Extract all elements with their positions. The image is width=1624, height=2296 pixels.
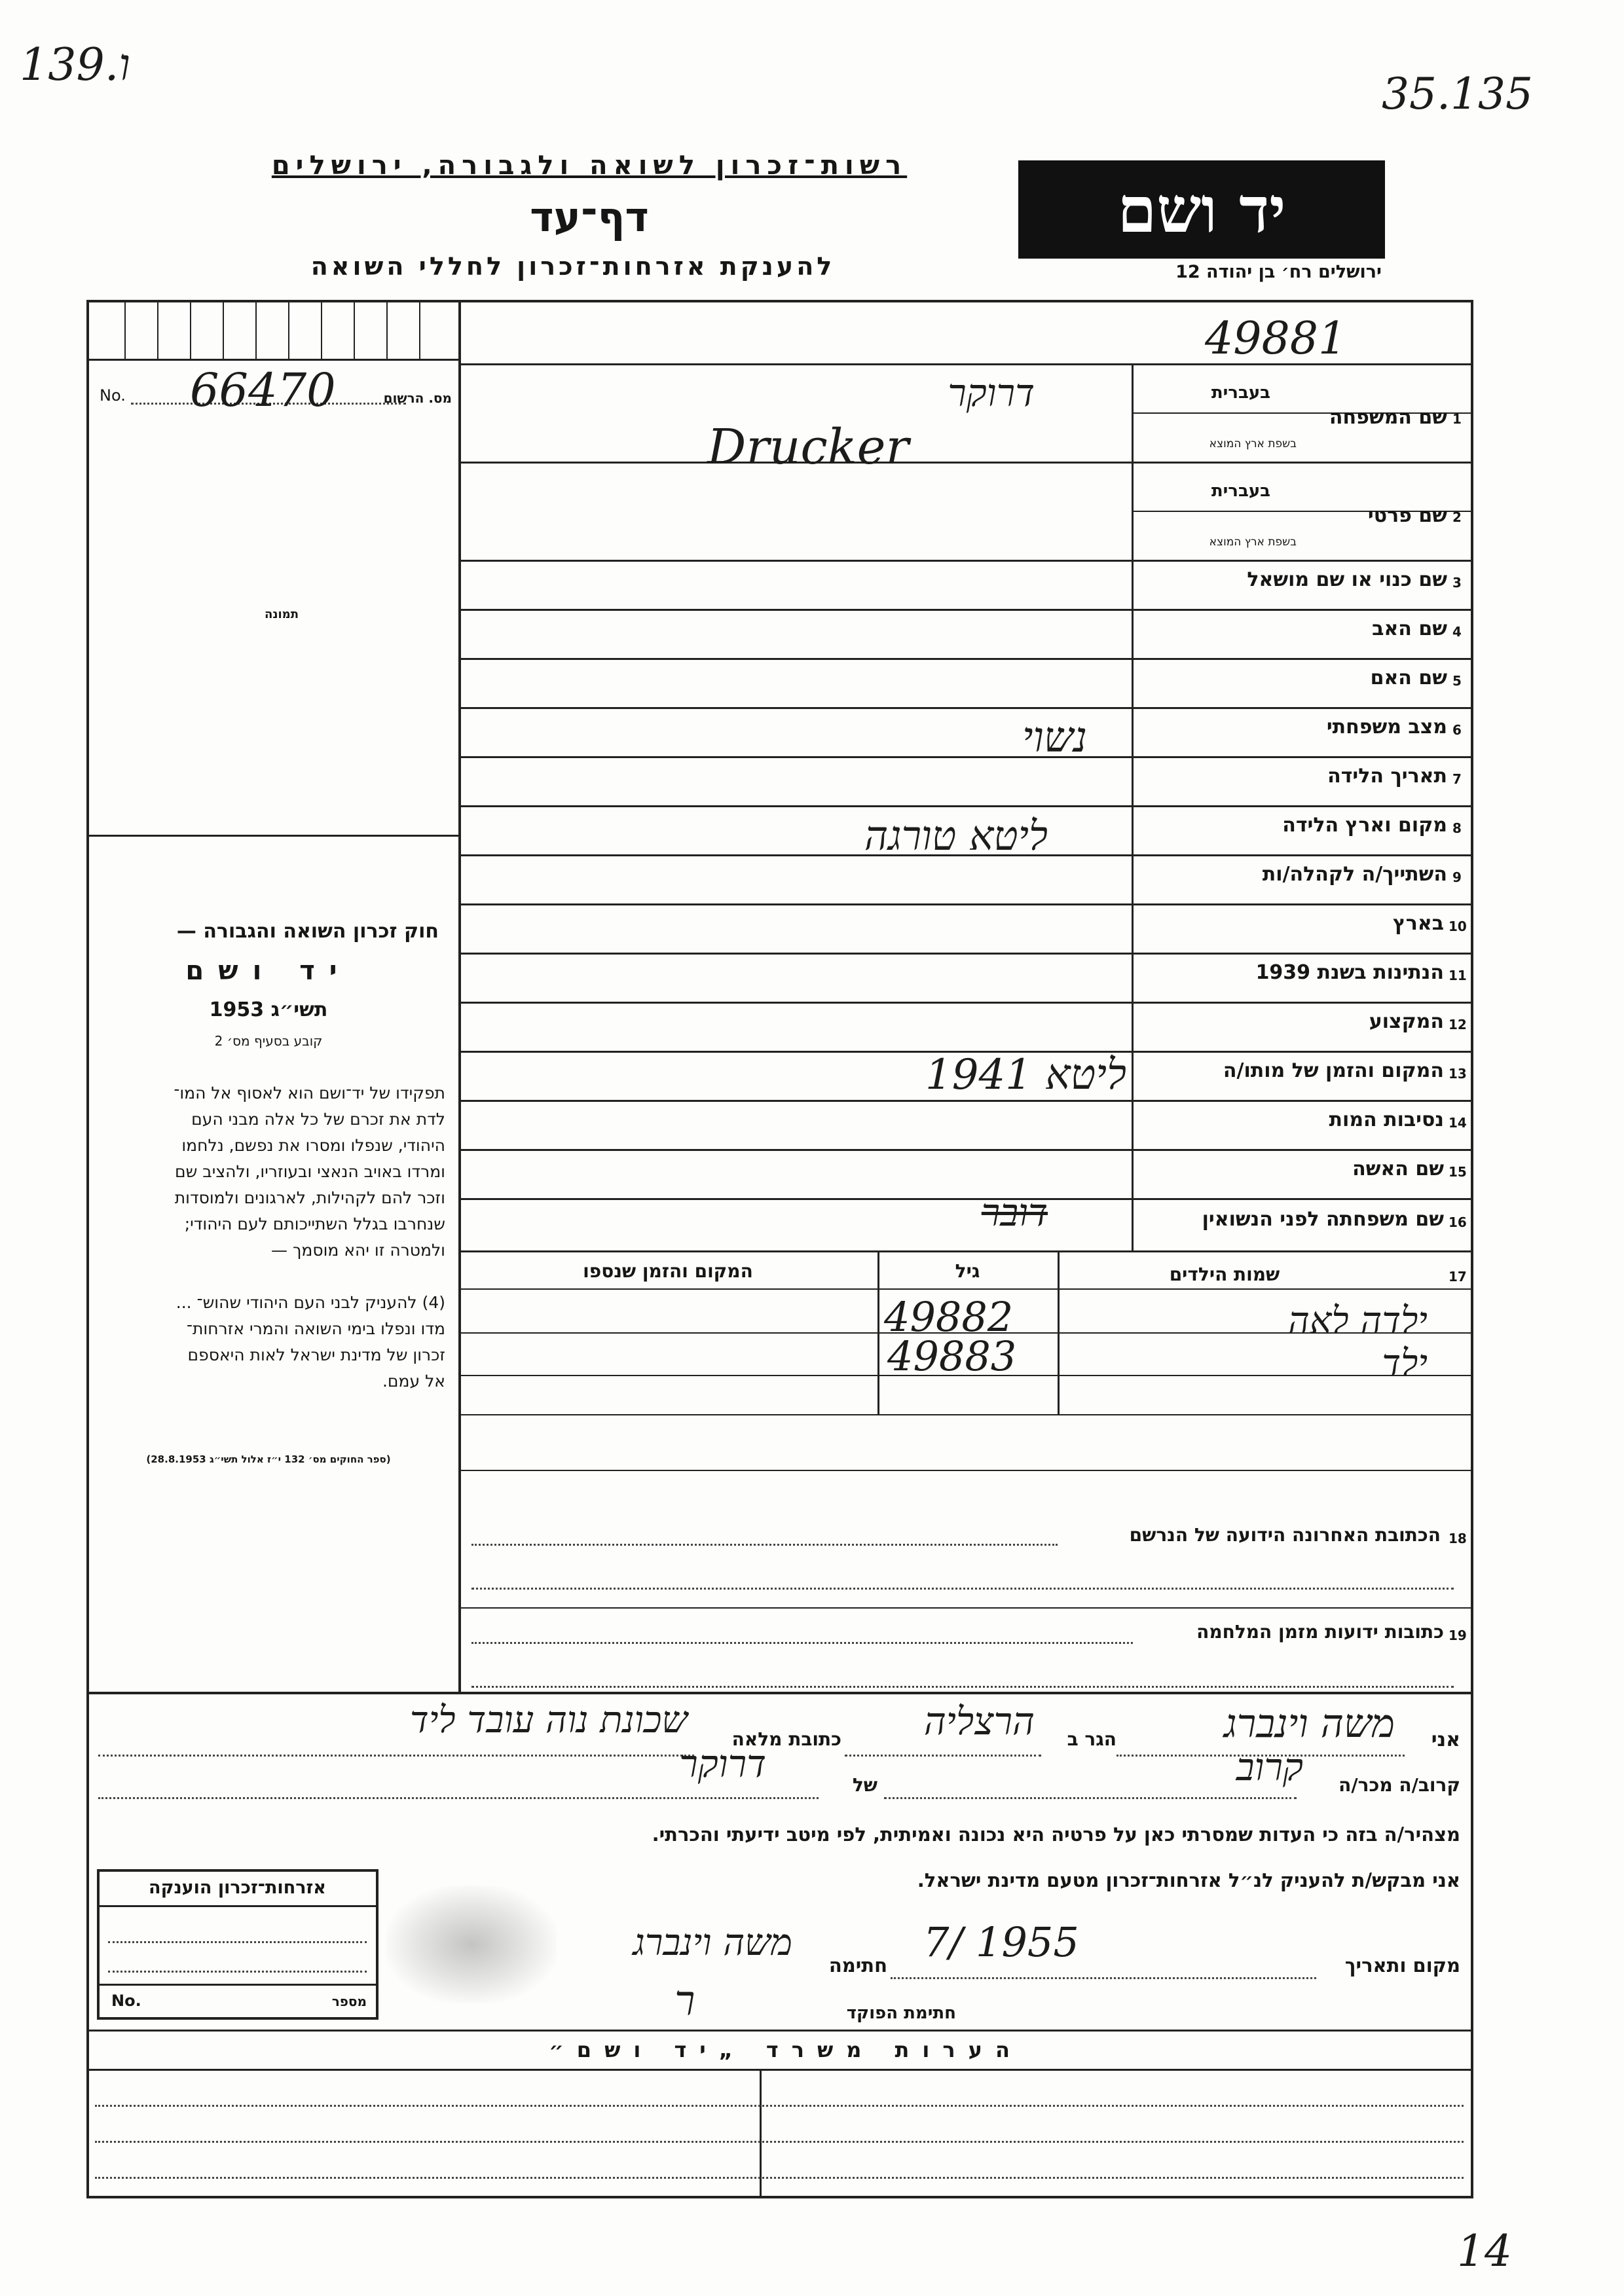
remarks-top-border (86, 2030, 1473, 2032)
stamp-box-line (108, 1941, 367, 1943)
field-number: 1 (1452, 411, 1462, 427)
field-number: 15 (1449, 1164, 1467, 1180)
yad-vashem-logo (1018, 160, 1385, 259)
of-label: של (852, 1774, 877, 1796)
of-value: דרוקר (679, 1741, 766, 1786)
law-text-line: תפקידו של יד־ושם הוא לאסוף אל המו־ (174, 1084, 445, 1102)
marital-status-value: נשוי (1022, 714, 1087, 762)
law-text-line: ומרדו באויב הנאצי ובעוזריו, ולהציב שם (175, 1162, 445, 1181)
field-number: 14 (1449, 1115, 1467, 1131)
field-label-nationality-1939: הנתינות בשנת 1939 (1255, 961, 1444, 984)
stamp-box-title: אזרחות־זכרון הוענקה (149, 1878, 326, 1898)
form-subtitle: להענקת אזרחות־זכרון לחללי השואה (310, 252, 836, 281)
field-19-top (458, 1607, 1473, 1609)
child-number-value: 49883 (887, 1332, 1017, 1380)
children-names-header: שמות הילדים (1169, 1264, 1280, 1285)
field-number: 16 (1449, 1214, 1467, 1230)
relation-value: קרוב (1236, 1745, 1303, 1789)
relative-label: קרוב/ה מכר/ה (1338, 1774, 1460, 1796)
full-address-label: כתובת מלאה (731, 1728, 841, 1750)
stamp-box-line (108, 1971, 367, 1973)
field-label-wife-name: שם האשה (1352, 1157, 1444, 1180)
stamp-box-no-label: No. (111, 1992, 141, 2010)
field-row-border (458, 609, 1473, 611)
field-number: 2 (1452, 509, 1462, 525)
field-sub-hebrew: בעברית (1211, 481, 1270, 501)
remarks-title: הערות משרד „יד ושם״ (549, 2037, 1023, 2062)
date-line (891, 1977, 1316, 1979)
slot-divider (190, 301, 191, 360)
place-date-label: מקום ותאריך (1344, 1954, 1460, 1977)
city-line (845, 1755, 1041, 1757)
field-row-border (458, 1149, 1473, 1151)
law-text-line: (4) להעניק לבני העם היהודי שהוש־ ... (175, 1293, 445, 1312)
corner-mark-top-left: 139.ו (20, 39, 130, 91)
left-panel-divider (458, 300, 461, 1692)
birth-place-value: ליטא טורגה (864, 812, 1048, 860)
field-label-first-name: שם פרטי (1367, 504, 1447, 527)
slot-row-bottom (86, 359, 458, 361)
field-row-border (458, 560, 1473, 562)
declaration-statement-2: אני מבקש/ת להעניק לנ״ל אזרחות־זכרון מטעם מדינת ישראל. (917, 1869, 1460, 1891)
stamp-box-divider (100, 1984, 376, 1986)
field-number: 18 (1449, 1531, 1467, 1546)
law-text-line: שנחרבו בגלל השתייכותם לעם היהודי; (184, 1214, 445, 1233)
field-label-community: השתייך/ה לקהלה/ות (1262, 863, 1447, 886)
field-18-top (458, 1470, 1473, 1471)
field-label-war-addresses: כתובות ידועות מזמן המלחמה (1196, 1621, 1444, 1643)
last-address-line (471, 1544, 1058, 1546)
slot-divider (419, 301, 420, 360)
photo-area-bottom (86, 835, 460, 837)
law-reference: (ספר החוקים מס׳ 132 י״ז אלול תשי״ג 28.8.1953) (146, 1453, 391, 1465)
stamp-box-number-label: מספר (331, 1994, 367, 2009)
field-number: 5 (1452, 673, 1462, 689)
slot-divider (288, 301, 289, 360)
corner-mark-top-right: 35.135 (1382, 69, 1533, 119)
declaration-ani-label: אני (1431, 1728, 1460, 1751)
field-number: 10 (1449, 919, 1467, 934)
wife-maiden-name-value: דובר (981, 1190, 1048, 1235)
field-label-wife-maiden-name: שם משפחתה לפני הנשואין (1202, 1208, 1444, 1231)
law-text-line: לדת את זכרם של כל אלה מבני העם (191, 1110, 445, 1129)
registration-label: מס. הרשום (383, 390, 452, 406)
children-header-bottom (458, 1288, 1473, 1290)
law-text-line: היהודי, שנפלו ומסרו את נפשם, נלחמו (181, 1136, 445, 1155)
law-name: יד ושם (185, 956, 352, 986)
ink-smudge (386, 1886, 557, 2003)
address-value: שכונת נוה עובד ליד (409, 1699, 688, 1741)
field-row-border (458, 462, 1473, 464)
field-label-nickname: שם כנוי או שם מושאל (1247, 568, 1447, 591)
slot-divider (354, 301, 355, 360)
children-age-header: גיל (955, 1260, 980, 1282)
remarks-line (95, 2177, 1464, 2179)
field-label-surname: שם המשפחה (1329, 406, 1447, 429)
law-text-line: ולמטרה זו יהא מוסמך — (271, 1241, 445, 1260)
corner-mark-bottom-right: 14 (1457, 2226, 1512, 2276)
no-label: No. (100, 386, 126, 405)
field-row-border (458, 1250, 1473, 1252)
signature-label: חתימה (828, 1954, 887, 1977)
law-text-line: אל עמם. (382, 1372, 445, 1391)
children-place-header: המקום והזמן שנספו (583, 1260, 753, 1282)
field-sub-origin-language: בשפת ארץ המוצא (1209, 437, 1297, 450)
field-row-border (458, 805, 1473, 807)
field-row-border (458, 953, 1473, 955)
field-row-border (458, 658, 1473, 660)
declaration-statement-1: מצהיר/ה בזה כי העדות שמסרתי כאן על פרטיה היא נכונה ואמיתית, לפי מיטב ידיעתי והכרתי. (652, 1823, 1460, 1846)
field-number: 7 (1452, 771, 1462, 787)
officer-signature-value: ר (674, 1977, 695, 2026)
date-value: 7/ 1955 (923, 1918, 1079, 1966)
slot-divider (124, 301, 126, 360)
field-number: 8 (1452, 820, 1462, 836)
field-label-birth-place: מקום וארץ הלידה (1282, 814, 1447, 837)
field-number: 12 (1449, 1017, 1467, 1032)
remarks-line (95, 2105, 1464, 2107)
page-number-handwritten: 49881 (1205, 313, 1347, 365)
law-text-line: וזכר להם לקהילות, לארגונים ולמוסדות (174, 1188, 445, 1207)
field-label-death-circumstances: נסיבות המות (1329, 1108, 1444, 1131)
children-row-border (458, 1414, 1473, 1415)
field-label-last-address: הכתובת האחרונה הידועה של הנרשם (1129, 1524, 1441, 1546)
war-address-line (471, 1686, 1454, 1688)
child-number-value: 49882 (884, 1293, 1014, 1341)
field-number: 4 (1452, 624, 1462, 640)
institution-name: רשות־זכרון לשואה ולגבורה, ירושלים (271, 151, 908, 181)
slot-divider (321, 301, 322, 360)
logo-text: יד ושם (1117, 172, 1286, 247)
field-number: 9 (1452, 869, 1462, 885)
war-address-line (471, 1642, 1133, 1644)
slot-divider (223, 301, 224, 360)
of-line (98, 1797, 819, 1799)
registration-number-handwritten: 66470 (190, 363, 336, 417)
remarks-line (95, 2141, 1464, 2143)
form-title: דף־עד (530, 193, 649, 241)
field-number: 11 (1449, 968, 1467, 983)
relation-line (884, 1797, 1297, 1799)
surname-origin-value: Drucker (707, 419, 909, 475)
slot-divider (157, 301, 158, 360)
field-number: 17 (1449, 1269, 1467, 1285)
law-year: תשי״ג 1953 (209, 998, 328, 1021)
field-row-border (458, 1100, 1473, 1102)
field-label-marital-status: מצב משפחתי (1326, 716, 1447, 738)
field-label-country: בארץ (1392, 912, 1444, 935)
death-place-value: ליטא 1941 (925, 1051, 1126, 1099)
law-text-line: זכרון של מדינת ישראל לאות היאספם (187, 1345, 445, 1364)
law-text-line: מדו ונפלו בימי השואה והמרי אזרחות־ (186, 1319, 445, 1338)
photo-label: תמונה (264, 608, 299, 621)
remarks-title-border (86, 2069, 1473, 2071)
field-row-border (458, 707, 1473, 709)
field-sub-hebrew: בעברית (1211, 383, 1270, 403)
slot-divider (386, 301, 388, 360)
officer-signature-label: חתימת הפוקד (846, 2003, 956, 2023)
address: ירושלים רח׳ בן יהודה 12 (1175, 262, 1382, 282)
law-section: קובע בסעיף מס׳ 2 (214, 1033, 323, 1049)
declaration-top-border (86, 1692, 1473, 1694)
field-number: 3 (1452, 575, 1462, 591)
city-value: הרצליה (923, 1699, 1035, 1743)
field-row-border (458, 1002, 1473, 1004)
surname-hebrew-value: דרוקר (948, 371, 1035, 415)
field-number: 6 (1452, 722, 1462, 738)
declarant-name-value: משה וינברג (1223, 1701, 1395, 1747)
slot-divider (255, 301, 257, 360)
resides-in-label: הגר ב (1067, 1728, 1116, 1750)
field-label-mother-name: שם האם (1370, 666, 1447, 689)
field-number: 19 (1449, 1628, 1467, 1643)
signature-value: משה וינברג (633, 1922, 792, 1964)
field-label-profession: המקצוע (1369, 1010, 1444, 1033)
field-label-father-name: שם האב (1372, 617, 1447, 640)
field-number: 13 (1449, 1066, 1467, 1082)
field-label-death-place-time: המקום והזמן של מותו/ה (1223, 1059, 1444, 1082)
field-row-border (458, 903, 1473, 905)
field-sub-origin-language: בשפת ארץ המוצא (1209, 536, 1297, 549)
stamp-box-divider (100, 1905, 376, 1907)
child-name-value: ילדה לאה (1287, 1300, 1428, 1342)
law-title: חוק זכרון השואה והגבורה — (176, 920, 439, 943)
last-address-line (471, 1588, 1454, 1590)
field-label-birth-date: תאריך הלידה (1327, 765, 1447, 788)
child-name-value: ילד (1382, 1342, 1428, 1385)
